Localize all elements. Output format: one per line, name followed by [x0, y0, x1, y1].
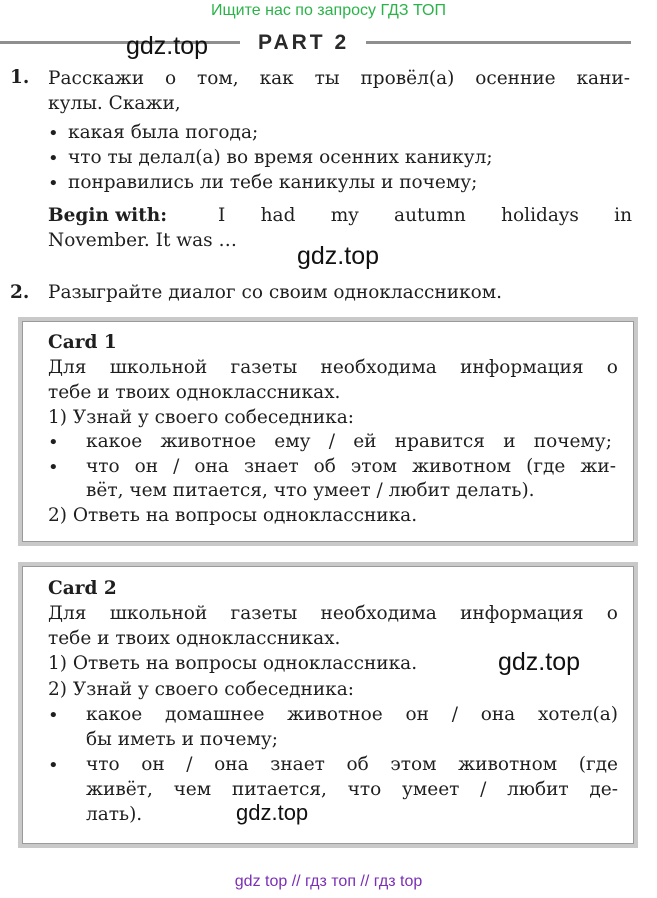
- begin-with-label: Begin with:: [48, 205, 168, 226]
- bullet-icon: •: [48, 432, 59, 453]
- begin-line1: [218, 207, 632, 226]
- word: /: [173, 456, 180, 477]
- word: питается,: [231, 779, 327, 800]
- word: информация: [460, 603, 584, 624]
- word: in: [614, 205, 632, 226]
- word: провёл(а): [360, 68, 455, 89]
- word: I: [218, 205, 226, 226]
- word: животное: [287, 704, 383, 725]
- word: какое: [86, 704, 143, 725]
- word: газеты: [230, 603, 298, 624]
- word: почему;: [533, 431, 612, 452]
- word: об: [346, 754, 369, 775]
- word: осенние: [475, 68, 556, 89]
- word: домашнее: [165, 704, 265, 725]
- word: что: [86, 456, 120, 477]
- word: (где: [526, 456, 566, 477]
- word: что: [347, 779, 382, 800]
- task1-bullet1: какая была погода;: [68, 122, 259, 143]
- card1-intro1: [48, 359, 618, 378]
- word: /: [480, 779, 487, 800]
- word: знает: [243, 456, 299, 477]
- card2-bullet2-line1: [86, 756, 618, 775]
- card2-intro2: тебе и твоих одноклассниках.: [48, 628, 341, 649]
- word: жи-: [580, 456, 616, 477]
- word: что: [86, 754, 120, 775]
- word: он: [141, 754, 165, 775]
- card2-bullet2-line2: [86, 781, 618, 800]
- part-title: PART 2: [258, 31, 350, 54]
- task1-line2: кулы. Скажи,: [48, 93, 181, 114]
- word: она: [480, 704, 516, 725]
- word: этом: [350, 456, 398, 477]
- word: знает: [270, 754, 325, 775]
- word: он: [405, 704, 429, 725]
- word: она: [194, 456, 229, 477]
- word: /: [328, 431, 335, 452]
- card1-bullet2-line2: вёт, чем питается, что умеет / любит делать).: [86, 480, 535, 501]
- word: чем: [173, 779, 212, 800]
- card1-bullet1: [86, 433, 612, 452]
- word: ему: [274, 431, 311, 452]
- word: my: [330, 205, 359, 226]
- card1-title: Card 1: [48, 332, 117, 353]
- word: ей: [353, 431, 377, 452]
- word: ты: [314, 68, 340, 89]
- task1-line1: [48, 70, 630, 89]
- word: об: [313, 456, 336, 477]
- word: необходима: [320, 603, 437, 624]
- card1-item2: 2) Ответь на вопросы одноклассника.: [48, 505, 418, 526]
- word: умеет: [401, 779, 460, 800]
- word: этом: [390, 754, 437, 775]
- card2-item2: 2) Узнай у своего собеседника:: [48, 679, 355, 700]
- watermark: gdz.top: [126, 32, 209, 60]
- word: о: [165, 68, 177, 89]
- word: о: [606, 603, 618, 624]
- header-rule-right: [366, 41, 631, 44]
- word: животное: [160, 431, 257, 452]
- word: какое: [86, 431, 143, 452]
- word: кани-: [576, 68, 630, 89]
- card1-item1: 1) Узнай у своего собеседника:: [48, 407, 355, 428]
- card1-intro2: тебе и твоих одноклассниках.: [48, 382, 341, 403]
- word: о: [606, 357, 618, 378]
- word: школьной: [109, 357, 208, 378]
- word: информация: [460, 357, 584, 378]
- word: она: [214, 754, 249, 775]
- word: он: [134, 456, 159, 477]
- word: де-: [589, 779, 618, 800]
- bullet-icon: •: [48, 148, 59, 169]
- card2-intro1: [48, 605, 618, 624]
- word: школьной: [109, 603, 208, 624]
- word: /: [451, 704, 458, 725]
- word: животном: [458, 754, 558, 775]
- word: нравится: [394, 431, 485, 452]
- card2-bullet1-line2: бы иметь и почему;: [86, 729, 278, 750]
- task1-number: 1.: [10, 67, 30, 88]
- card1-bullet2-line1: [86, 458, 616, 477]
- begin-line2: November. It was …: [48, 230, 237, 251]
- word: и: [503, 431, 516, 452]
- word: /: [186, 754, 193, 775]
- word: как: [259, 68, 294, 89]
- task1-bullet2: что ты делал(а) во время осенних каникул;: [68, 147, 493, 168]
- word: газеты: [230, 357, 298, 378]
- word: holidays: [501, 205, 579, 226]
- card2-bullet1-line1: [86, 706, 618, 725]
- card2-bullet2-line3: лать).: [86, 804, 143, 825]
- bullet-icon: •: [48, 123, 59, 144]
- word: хотел(а): [537, 704, 618, 725]
- bullet-icon: •: [48, 457, 59, 478]
- footer-links[interactable]: gdz top // гдз топ // гдз top: [234, 873, 423, 890]
- site-banner[interactable]: Ищите нас по запросу ГДЗ ТОП: [211, 2, 446, 19]
- word: необходима: [320, 357, 437, 378]
- card2-title: Card 2: [48, 578, 117, 599]
- word: животном: [412, 456, 512, 477]
- watermark: gdz.top: [297, 242, 380, 270]
- word: том,: [197, 68, 239, 89]
- word: Расскажи: [48, 68, 145, 89]
- word: Для: [48, 603, 87, 624]
- task1-bullet3: понравились ли тебе каникулы и почему;: [68, 172, 478, 193]
- word: Для: [48, 357, 87, 378]
- word: autumn: [394, 205, 466, 226]
- bullet-icon: •: [48, 173, 59, 194]
- word: живёт,: [86, 779, 153, 800]
- card2-item1: 1) Ответь на вопросы одноклассника.: [48, 653, 418, 674]
- watermark: gdz.top: [236, 800, 309, 825]
- bullet-icon: •: [48, 705, 59, 726]
- word: любит: [507, 779, 569, 800]
- task2-number: 2.: [10, 282, 30, 303]
- word: had: [260, 205, 296, 226]
- task2-text: Разыграйте диалог со своим одноклассником.: [48, 282, 503, 303]
- bullet-icon: •: [48, 755, 59, 776]
- watermark: gdz.top: [498, 648, 581, 676]
- word: (где: [578, 754, 618, 775]
